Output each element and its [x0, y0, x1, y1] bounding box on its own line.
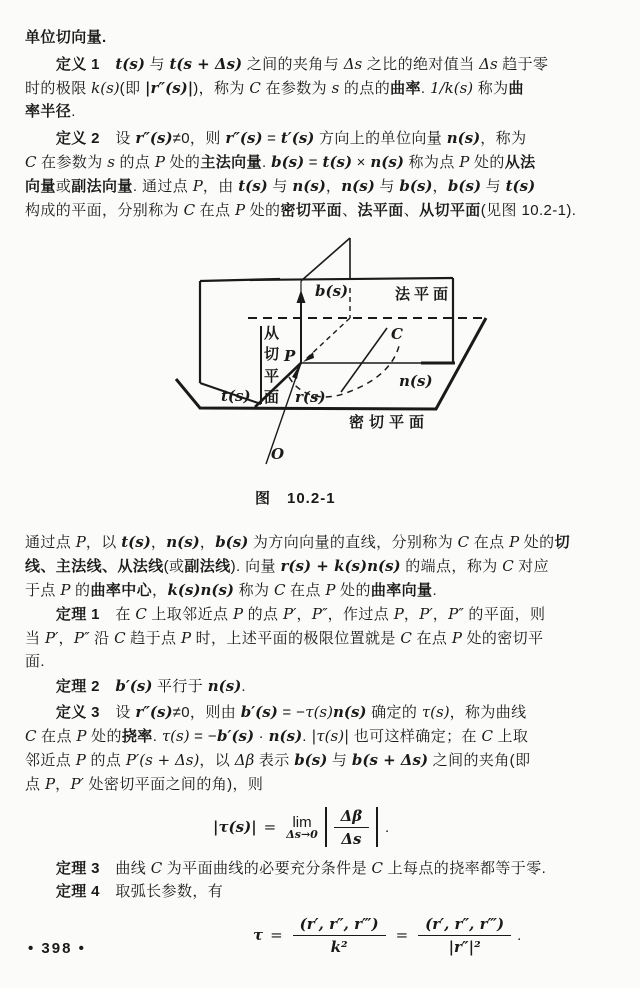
text-run-m: P: [459, 153, 470, 171]
text-run-mb: k(s)n(s): [167, 581, 235, 599]
text-run-mb: n(s): [332, 703, 367, 721]
fraction-denominator: |r″|²: [448, 937, 481, 956]
text-run: ，作过点: [327, 606, 394, 623]
text-run: 设: [99, 130, 136, 147]
text-run: 设: [99, 704, 136, 721]
text-run: .: [302, 728, 312, 745]
text-run-m: C: [371, 859, 384, 877]
label-rectifying-plane-char1: 从: [264, 325, 280, 342]
text-run: ，由: [202, 178, 239, 195]
text-run-m: τ(s): [305, 703, 333, 721]
text-run: ×: [352, 154, 371, 171]
text-run-b: 密切平面: [280, 202, 343, 219]
text-run-b: 切: [554, 534, 570, 551]
limit-subscript: Δs→0: [286, 827, 318, 841]
text-run: .: [432, 582, 438, 599]
text-run-m: P′: [44, 629, 59, 647]
text-run-m: s: [331, 79, 340, 97]
text-run-b: 从法: [504, 154, 536, 171]
text-run: [100, 56, 115, 73]
text-run-m: s: [107, 153, 115, 171]
text-run: 在参数为: [260, 80, 332, 97]
text-run-mb: n(s): [292, 177, 326, 195]
text-run-m: P′: [282, 605, 297, 623]
text-run-m: P: [232, 605, 244, 623]
text-run: 之间的夹角与: [242, 56, 344, 73]
text-run: .: [420, 80, 431, 97]
text-run: 时，上述平面的极限位置就是: [191, 630, 401, 647]
text-run-b: 主法向量: [200, 154, 262, 171]
text-run-m: |τ(s)|: [311, 727, 350, 745]
text-run: 上取邻近点: [146, 606, 233, 623]
text-run-mb: r(s) + k(s)n(s): [280, 557, 401, 575]
text-line: [25, 76, 615, 100]
text-run: ≠0，则: [172, 130, 226, 147]
torsion-expression-formula: [253, 910, 615, 960]
text-run-mb: |r″(s)|: [145, 79, 194, 97]
text-line: [25, 880, 615, 904]
text-run-m: C: [400, 629, 412, 647]
text-run: 处的: [164, 154, 201, 171]
text-run: 表示: [254, 752, 295, 769]
fraction-numerator: Δβ: [334, 807, 370, 828]
paragraph-theorem-4: [25, 880, 615, 904]
text-run: ，: [432, 606, 449, 623]
text-run: [25, 130, 56, 147]
text-run: ，: [432, 178, 448, 195]
text-run-mb: n(s): [446, 129, 481, 147]
text-run: [25, 606, 56, 623]
text-run: [25, 56, 56, 73]
text-run-mb: b′(s): [115, 677, 153, 695]
text-run-mb: t(s): [115, 55, 145, 73]
text-run: = −: [277, 704, 306, 721]
text-run-m: P: [75, 751, 86, 769]
text-run: .: [241, 678, 246, 695]
text-line: [25, 856, 615, 880]
limit-text: lim: [292, 813, 312, 831]
text-run-m: P: [44, 775, 56, 793]
text-run: 上每点的挠率都等于零.: [383, 860, 547, 877]
label-normal-plane: 法平面: [395, 286, 453, 303]
paragraph-theorem-3: [25, 856, 615, 880]
text-run-b: 线、主法线、从法线: [25, 558, 164, 575]
text-run-b: 定理 3: [55, 860, 100, 877]
label-r-vector: r(s): [295, 388, 326, 406]
text-run-m: P′(s + Δs): [125, 751, 200, 769]
text-run-m: C: [273, 581, 286, 599]
text-line: [25, 578, 615, 602]
text-run: 或: [55, 178, 72, 195]
text-run: 、: [342, 202, 358, 219]
figure-labels: [221, 282, 452, 463]
text-run: 在点: [469, 534, 510, 551]
label-origin-o: O: [271, 445, 285, 463]
text-run-b: 副法向量: [71, 178, 133, 195]
text-run: 在: [99, 606, 136, 623]
text-run: (即: [119, 80, 146, 97]
text-run: 构成的平面，分别称为: [25, 202, 184, 219]
text-run-mb: b(s): [271, 153, 305, 171]
text-run: 时的极限: [25, 80, 92, 97]
text-run: [25, 883, 56, 900]
text-run: 当: [25, 630, 45, 647]
text-run-b: 副法线: [184, 558, 231, 575]
text-run-mb: t(s + Δs): [169, 55, 243, 73]
text-run-m: P: [154, 153, 165, 171]
text-run-m: C: [135, 605, 147, 623]
text-run: =: [262, 130, 281, 147]
text-line: [25, 772, 615, 796]
text-run: 在点: [195, 202, 235, 219]
text-run-b: 从切平面: [419, 202, 481, 219]
text-run: ，: [58, 630, 74, 647]
fraction-over-k2: [293, 915, 386, 956]
text-run-mb: b(s): [447, 177, 482, 195]
text-line: [25, 52, 615, 76]
text-run: [25, 704, 56, 721]
text-run: 处的: [469, 154, 505, 171]
text-run: 曲线: [99, 860, 151, 877]
text-run-m: P″: [448, 605, 464, 623]
text-run-mb: t(s): [322, 153, 353, 171]
text-run: 称为: [473, 80, 509, 97]
figure-drawing: [153, 236, 621, 468]
text-line: [25, 26, 615, 50]
paragraph-definition-3: [25, 700, 615, 796]
fraction-dbeta-ds: [334, 807, 370, 848]
text-run: ≠0，则由: [172, 704, 241, 721]
figure-10-2-1: [153, 236, 621, 508]
text-run-m: Δs: [343, 55, 363, 73]
text-run: 处的: [519, 534, 555, 551]
text-line: [25, 554, 615, 578]
text-run-m: P: [235, 201, 246, 219]
text-run-mb: t(s): [505, 177, 536, 195]
label-curve-c: C: [391, 325, 403, 343]
text-run: = −: [189, 728, 218, 745]
text-run: [25, 860, 56, 877]
text-run: ，: [152, 582, 168, 599]
equals-sign-1: =: [270, 926, 283, 944]
text-run: 的点: [243, 606, 283, 623]
text-run: .: [261, 154, 272, 171]
text-run: 的点的: [339, 80, 391, 97]
text-run-b: 单位切向量.: [25, 29, 107, 46]
text-run: 与: [267, 178, 293, 195]
text-line: [25, 530, 615, 554]
text-run: =: [304, 154, 323, 171]
text-run-m: Δs: [479, 55, 498, 73]
text-line: [25, 100, 615, 124]
text-run-m: P: [325, 581, 336, 599]
text-run-mb: b(s): [215, 533, 249, 551]
text-run: . 通过点: [132, 178, 193, 195]
text-run: 处密切平面之间的角)，则: [83, 776, 264, 793]
text-line: [25, 748, 615, 772]
paragraph-intro: [25, 26, 615, 50]
text-run: 于点: [25, 582, 61, 599]
text-run: 趋于零: [497, 56, 549, 73]
text-run-m: τ(s): [421, 703, 450, 721]
text-run: ，: [150, 534, 167, 551]
text-run-mb: b(s + Δs): [351, 751, 429, 769]
text-line: [25, 126, 615, 150]
label-point-p: P: [284, 347, 296, 365]
text-run: ·: [254, 728, 269, 745]
label-n-vector: n(s): [399, 372, 433, 390]
text-run-m: P′: [419, 605, 433, 623]
text-run-m: C: [481, 727, 493, 745]
text-line: [25, 150, 615, 174]
text-run: 称为点: [403, 154, 460, 171]
text-run: 之间的夹角(即: [428, 752, 531, 769]
text-run: 的平面，则: [463, 606, 546, 623]
text-run: 的点: [85, 752, 126, 769]
text-run-mb: n(s): [207, 677, 242, 695]
text-line: [25, 198, 615, 222]
label-rectifying-plane-char4: 面: [264, 389, 280, 406]
text-run-m: P: [192, 177, 203, 195]
text-run-b: 曲率向量: [370, 582, 433, 599]
text-run: [100, 678, 115, 695]
formula-period: .: [385, 818, 390, 836]
text-run-m: P: [180, 629, 192, 647]
label-rectifying-plane-char2: 切: [264, 346, 280, 363]
label-t-vector: t(s): [221, 387, 251, 405]
text-line: [25, 626, 615, 650]
fraction-numerator: (r′, r″, r‴): [418, 915, 511, 936]
text-run: 为方向向量的直线，分别称为: [248, 534, 458, 551]
text-run-m: C: [150, 859, 163, 877]
text-run: )，称为: [193, 80, 250, 97]
text-run-m: C: [25, 153, 37, 171]
text-run: ，: [55, 776, 71, 793]
text-run: ，: [199, 534, 216, 551]
formula-lhs: |τ(s)|: [213, 818, 257, 836]
text-line: [25, 650, 615, 674]
text-run-b: 定理 2: [55, 678, 100, 695]
left-abs-bar: [325, 807, 327, 847]
page-number: • 398 •: [28, 940, 86, 957]
figure-lines: [176, 238, 486, 464]
text-run: 与: [481, 178, 506, 195]
text-run: 平行于: [152, 678, 208, 695]
text-run: 在点: [411, 630, 452, 647]
text-run-m: P″: [311, 605, 328, 623]
text-run: 、: [403, 202, 420, 219]
paragraph-definition-2: [25, 126, 615, 222]
text-run: 也可这样确定；在: [349, 728, 482, 745]
text-run-b: 定理 1: [55, 606, 100, 623]
text-line: [25, 602, 615, 626]
label-rectifying-plane-char3: 平: [264, 368, 280, 385]
text-line: [25, 724, 615, 748]
text-run: 与: [327, 752, 352, 769]
text-run: 上取: [492, 728, 529, 745]
text-run-mb: n(s): [341, 177, 375, 195]
text-run-m: P: [76, 727, 87, 745]
text-line: [25, 174, 615, 198]
text-run-mb: t(s): [238, 177, 268, 195]
fraction-denominator: k²: [330, 937, 348, 956]
text-run-b: 挠率: [121, 728, 153, 745]
text-run-m: τ(s): [161, 727, 190, 745]
text-line: [25, 674, 615, 698]
equals-sign: =: [263, 818, 277, 836]
text-run: 处的: [86, 728, 122, 745]
text-run: 在点: [285, 582, 326, 599]
text-run-mb: b′(s): [217, 727, 255, 745]
text-run: 沿: [89, 630, 115, 647]
text-run: 处的: [245, 202, 281, 219]
text-run: 邻近点: [25, 752, 76, 769]
text-run: ，以: [85, 534, 122, 551]
text-run: (见图 10.2-1).: [480, 202, 577, 219]
text-run: 面.: [25, 653, 45, 670]
text-run: 在点: [36, 728, 77, 745]
text-run: (或: [163, 558, 185, 575]
text-run-b: 向量: [25, 178, 56, 195]
text-run: 方向上的单位向量: [314, 130, 447, 147]
text-run: 的点: [114, 154, 155, 171]
text-run: 的: [70, 582, 91, 599]
text-run-b: 法平面: [357, 202, 404, 219]
label-b-vector: b(s): [315, 282, 349, 300]
text-run-mb: n(s): [268, 727, 303, 745]
text-line: [25, 700, 615, 724]
text-run-m: P: [75, 533, 86, 551]
torsion-limit-formula: [213, 804, 615, 850]
text-run-m: P′: [70, 775, 84, 793]
text-run-m: 1/k(s): [430, 79, 474, 97]
text-run: ，: [325, 178, 342, 195]
fraction-denominator: Δs: [341, 829, 362, 848]
limit-operator: [286, 814, 318, 841]
text-run-m: P: [451, 629, 462, 647]
text-run-mb: b(s): [294, 751, 328, 769]
text-run-m: C: [502, 557, 514, 575]
text-run: ，称为曲线: [449, 704, 527, 721]
text-run: 与: [374, 178, 400, 195]
text-run-mb: n(s): [166, 533, 200, 551]
text-run: 的端点，称为: [400, 558, 503, 575]
text-run-mb: b′(s): [240, 703, 278, 721]
text-run: [25, 678, 56, 695]
text-run-mb: t′(s): [280, 129, 315, 147]
text-run-b: 定义 2: [55, 130, 100, 147]
text-run: ). 向量: [230, 558, 281, 575]
right-abs-bar: [376, 807, 378, 847]
text-run: 对应: [513, 558, 550, 575]
text-run: 点: [25, 776, 45, 793]
text-run-m: C: [457, 533, 470, 551]
text-run-m: C: [249, 79, 261, 97]
figure-caption: 图 10.2-1: [255, 490, 336, 507]
label-osculating-plane: 密切平面: [349, 414, 430, 431]
text-run-b: 曲: [508, 80, 524, 97]
text-run-mb: r″(s): [135, 703, 173, 721]
paragraph-theorem-1: [25, 602, 615, 674]
text-run-m: P: [509, 533, 520, 551]
text-run-m: C: [114, 629, 126, 647]
fraction-numerator: (r′, r″, r‴): [293, 915, 386, 936]
text-run-b: 定理 4: [55, 883, 100, 900]
text-run: ，称为: [480, 130, 527, 147]
text-run: 为平面曲线的必要充分条件是: [162, 860, 372, 877]
formula-period: .: [517, 926, 522, 944]
text-run: 取弧长参数，有: [99, 883, 224, 900]
text-run: .: [71, 103, 76, 120]
paragraph-definition-1: [25, 52, 615, 124]
text-run-m: Δβ: [234, 751, 255, 769]
equals-sign-2: =: [395, 926, 409, 944]
text-run-mb: b(s): [399, 177, 433, 195]
text-run: 称为: [234, 582, 274, 599]
text-run-b: 定义 3: [55, 704, 100, 721]
text-run-m: k(s): [91, 79, 120, 97]
text-run: 之比的绝对值当: [362, 56, 480, 73]
text-run-b: 定义 1: [55, 56, 100, 73]
text-run-m: P: [393, 605, 404, 623]
text-run: 通过点: [25, 534, 76, 551]
text-run-mb: n(s): [370, 153, 404, 171]
formula-lhs: τ: [253, 926, 264, 944]
text-run: 处的密切平: [461, 630, 544, 647]
text-run: ，: [296, 606, 312, 623]
text-run-b: 曲率: [390, 80, 421, 97]
fraction-over-r2: [418, 915, 511, 956]
text-run-m: C: [25, 727, 37, 745]
text-run-m: P″: [73, 629, 90, 647]
text-run: ，: [403, 606, 420, 623]
text-run: 在参数为: [36, 154, 108, 171]
paragraph-theorem-2: [25, 674, 615, 698]
text-run: .: [152, 728, 162, 745]
text-run-b: 率半径: [25, 103, 72, 120]
text-run: 处的: [335, 582, 371, 599]
paragraph-after-figure: [25, 530, 615, 602]
text-run-mb: r″(s): [225, 129, 263, 147]
text-run: ，以: [199, 752, 235, 769]
text-run-m: P: [60, 581, 71, 599]
text-run: 与: [144, 56, 170, 73]
text-run: 趋于点: [125, 630, 181, 647]
figure-arrowheads: [292, 290, 314, 379]
text-run: 确定的: [366, 704, 422, 721]
text-run-b: 曲率中心: [90, 582, 153, 599]
text-run-mb: r″(s): [135, 129, 173, 147]
text-run-m: C: [183, 201, 196, 219]
text-run-mb: t(s): [121, 533, 151, 551]
